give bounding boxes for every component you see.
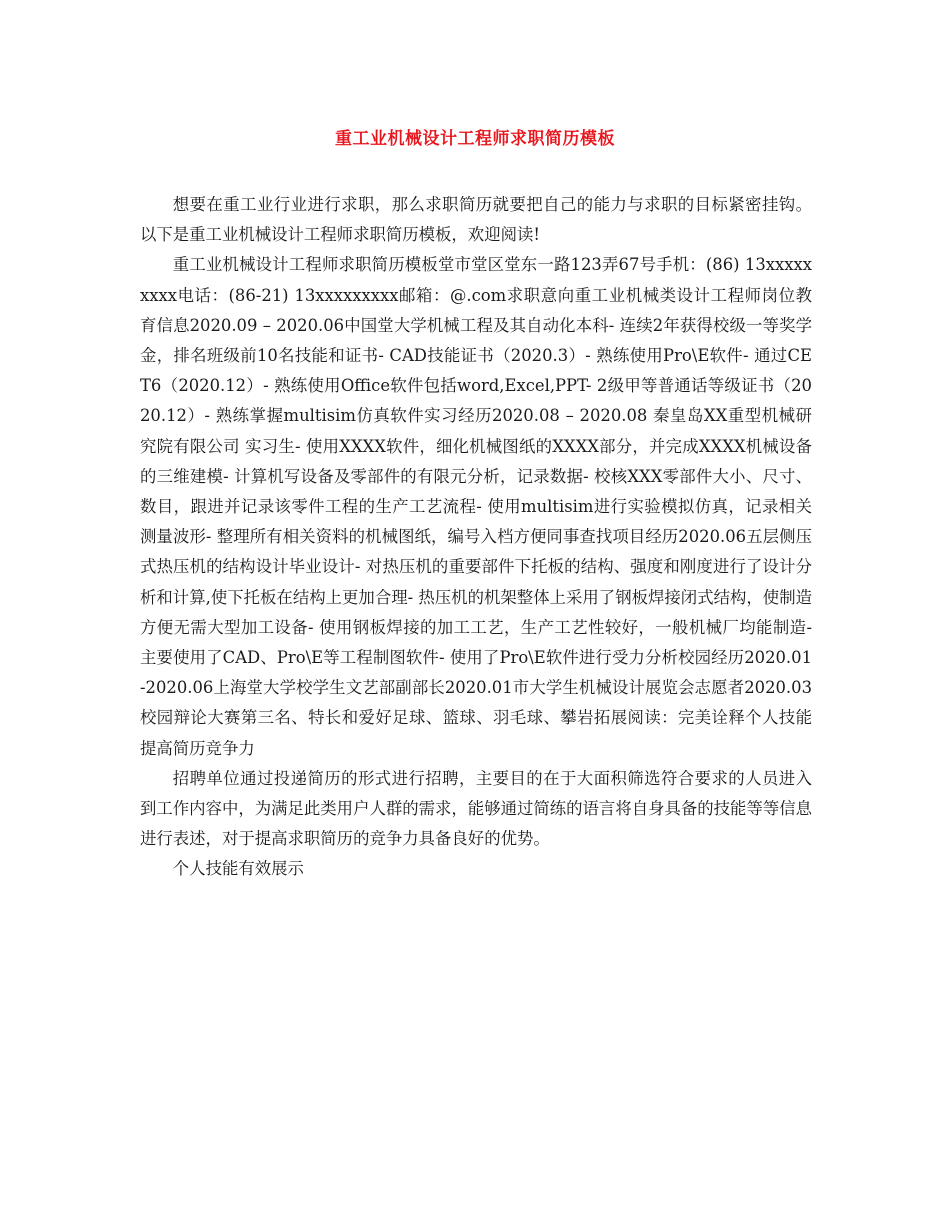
paragraph-intro: 想要在重工业行业进行求职，那么求职简历就要把自己的能力与求职的目标紧密挂钩。以下是重工业机械设计工程师求职简历模板，欢迎阅读! bbox=[140, 195, 812, 245]
paragraph-recruitment: 招聘单位通过投递简历的形式进行招聘，主要目的在于大面积筛选符合要求的人员进入到工作内容中，为满足此类用户人群的需求，能够通过简练的语言将自身具备的技能等等信息进行表述，对于提高求职简历的竞争力具备良好的优势。 bbox=[140, 768, 813, 849]
paragraph-section-heading: 个人技能有效展示 bbox=[172, 859, 304, 879]
document-title: 重工业机械设计工程师求职简历模板 bbox=[335, 129, 615, 149]
paragraph-resume-content: 重工业机械设计工程师求职简历模板堂市堂区堂东一路123弄67号手机：(86) 13xxxxxxxxx电话：(86-21) 13xxxxxxxxx邮箱：@.com求职意向重工业机械类设计工程师岗位教育信息2020.09 – 2020.06中国堂大学机械工程及其自动化本科- 连续2年获得校级一等奖学金，排名班级前10名技能和证书- CAD技能证书（2020.3）- 熟练使用Pro\E软件- 通过CET6（2020.12）- 熟练使用Office软件包括word,Excel,PPT- 2级甲等普通话等级证书（2020.12）- 熟练掌握multisim仿真软件实习经历2020.08 – 2020.08 秦皇岛XX重型机械研究院有限公司 实习生- 使用XXXX软件，细化机械图纸的XXXX部分，并完成XXXX机械设备的三维建模- 计算机写设备及零部件的有限元分析，记录数据- 校核XXX零部件大小、尺寸、数目，跟进并记录该零件工程的生产工艺流程- 使用multisim进行实验模拟仿真，记录相关测量波形- 整理所有相关资料的机械图纸，编号入档方便同事查找项目经历2020.06五层侧压式热压机的结构设计毕业设计- 对热压机的重要部件下托板的结构、强度和刚度进行了设计分析和计算,使下托板在结构上更加合理- 热压机的机架整体上采用了钢板焊接闭式结构，使制造方便无需大型加工设备- 使用钢板焊接的加工工艺，生产工艺性较好，一般机械厂均能制造- 主要使用了CAD、Pro\E等工程制图软件- 使用了Pro\E软件进行受力分析校园经历2020.01-2020.06上海堂大学校学生文艺部副部长2020.01市大学生机械设计展览会志愿者2020.03 校园辩论大赛第三名、特长和爱好足球、篮球、羽毛球、攀岩拓展阅读：完美诠释个人技能 提高简历竞争力 bbox=[140, 255, 812, 758]
document-body bbox=[140, 190, 812, 885]
